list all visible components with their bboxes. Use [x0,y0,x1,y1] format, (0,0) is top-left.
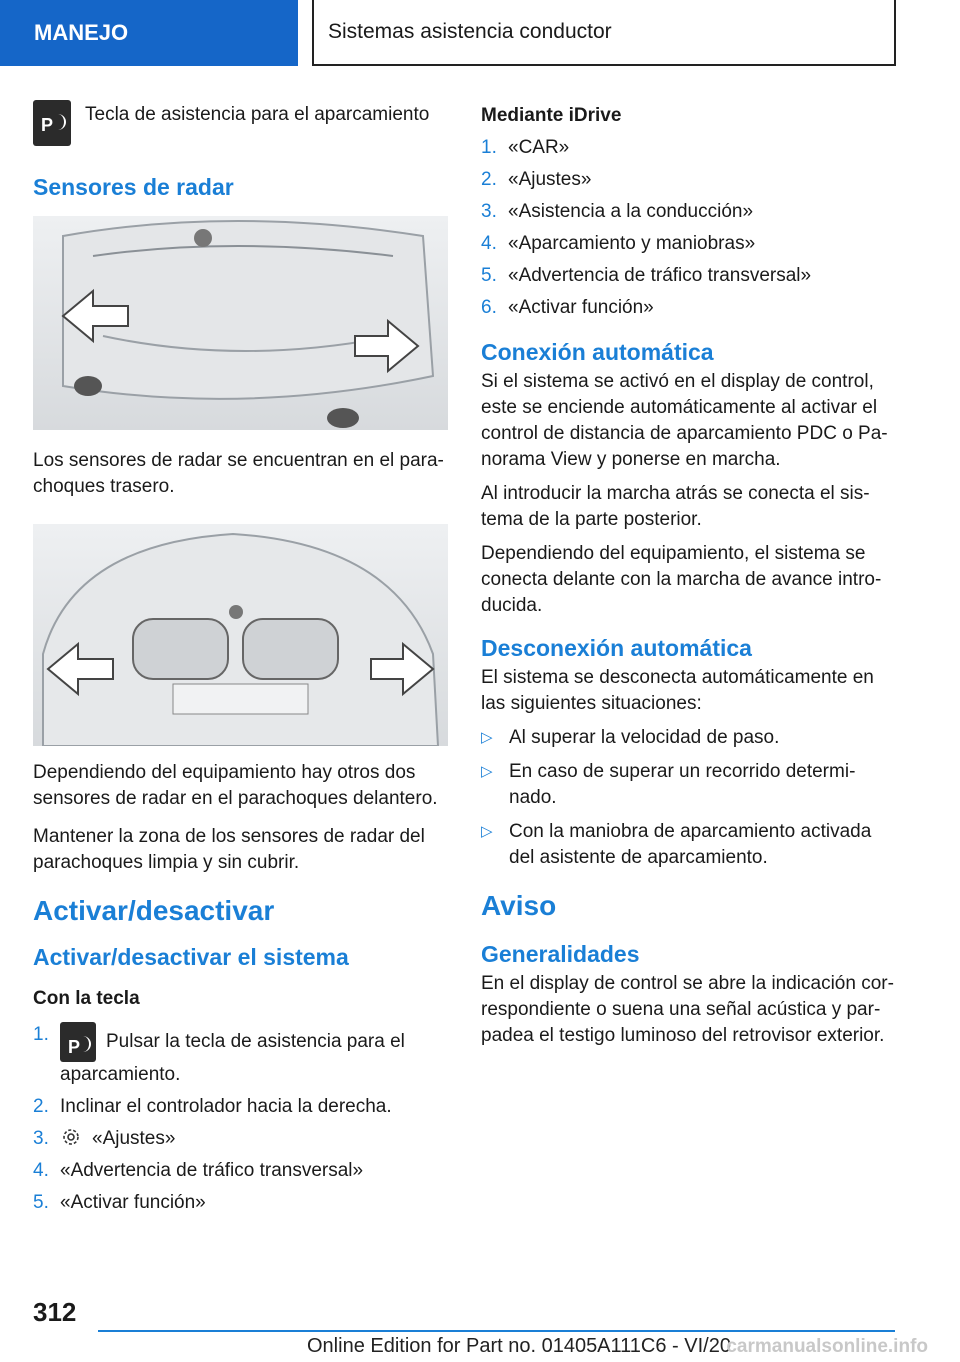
general-heading: Generalidades [481,941,640,967]
page-number: 312 [33,1297,77,1327]
auto-on-paragraph-3: Dependiendo del equipamiento, el sistema se conecta delante con la marcha de avance introducida. [481,543,882,616]
list-item [481,295,896,321]
step-text: «Activar función» [60,1192,206,1213]
keep-clean-text: Mantener la zona de los sensores de radar del parachoques limpia y sin cubrir. [33,826,425,873]
bullet-text: En caso de superar un recorrido determinado. [509,761,856,808]
auto-on-paragraph-2: Al introducir la marcha atrás se conecta el sistema de la parte posterior. [481,483,870,530]
parking-assist-key-icon: P [60,1022,96,1062]
list-item [481,725,896,751]
left-column [33,100,448,1216]
step-text: «Advertencia de tráfico transversal» [508,265,812,286]
radar-heading: Sensores de radar [33,174,234,200]
step-text [60,1022,448,1088]
step-label: «Ajustes» [92,1128,176,1149]
step-number: 2. [481,169,497,190]
step-number: 4. [481,233,497,254]
watermark: carmanualsonline.info [726,1336,928,1357]
rear-sensors-text: Los sensores de radar se encuentran en el parachoques trasero. [33,450,444,497]
idrive-steps-list [481,135,896,321]
list-item [481,759,896,811]
parking-assist-key-icon: P [33,100,71,146]
auto-off-paragraph: El sistema se desconecta automáticamente en las siguientes situaciones: [481,667,874,714]
front-bumper-image [33,524,448,746]
step-number: 6. [481,297,497,318]
key-caption: Tecla de asistencia para el aparcamiento [85,104,430,125]
step-text: «Activar función» [508,297,654,318]
bullet-text: Al superar la velocidad de paso. [509,727,780,748]
list-item [33,1190,448,1216]
auto-on-paragraph-1: Si el sistema se activó en el display de control, este se enciende automáticamente al activar el control de distancia de aparcamiento PDC o Panorama View y ponerse en marcha. [481,371,888,470]
step-number: 5. [33,1192,49,1213]
key-steps-list [33,1022,448,1216]
key-caption-row [33,100,448,146]
general-paragraph: En el display de control se abre la indicación correspondiente o suena una señal acústica y parpadea el testigo luminoso del retrovisor exterior. [481,973,894,1046]
section-tab: MANEJO [0,0,298,66]
step-text: «Aparcamiento y maniobras» [508,233,756,254]
step-text: «Ajustes» [508,169,592,190]
list-item [33,1126,448,1152]
edition-note: Online Edition for Part no. 01405A111C6 - VI/20 [307,1335,731,1357]
list-item [481,263,896,289]
right-column [481,100,896,1049]
list-item [33,1094,448,1120]
step-number: 1. [481,137,497,158]
step-text: Inclinar el controlador hacia la derecha. [60,1096,392,1117]
idrive-heading: Mediante iDrive [481,105,622,126]
step-text: «Asistencia a la conducción» [508,201,754,222]
gear-icon [60,1126,82,1148]
auto-off-list [481,725,896,871]
step-number: 5. [481,265,497,286]
step-label: Pulsar la tecla de asistencia para el aparcamiento. [60,1031,405,1085]
bullet-triangle-icon: ▷ [481,763,493,780]
with-key-heading: Con la tecla [33,988,140,1009]
auto-off-heading: Desconexión automática [481,635,752,661]
bullet-text: Con la maniobra de aparcamiento activada del asistente de aparcamiento. [509,821,872,868]
step-number: 2. [33,1096,49,1117]
list-item [481,167,896,193]
activate-heading: Activar/desactivar [33,895,275,926]
list-item [481,199,896,225]
chapter-title: Sistemas asistencia conductor [312,0,896,66]
step-text: «CAR» [508,137,570,158]
step-number: 1. [33,1024,49,1045]
list-item [33,1022,448,1088]
rear-bumper-image [33,216,448,430]
list-item [33,1158,448,1184]
list-item [481,819,896,871]
step-text [60,1126,175,1152]
activate-system-heading: Activar/desactivar el sistema [33,944,349,970]
auto-on-heading: Conexión automática [481,339,714,365]
step-number: 3. [481,201,497,222]
step-number: 4. [33,1160,49,1181]
list-item [481,231,896,257]
list-item [481,135,896,161]
footer-divider [98,1330,895,1332]
step-number: 3. [33,1128,49,1149]
notice-heading: Aviso [481,890,557,921]
front-sensors-text: Dependiendo del equipamiento hay otros dos sensores de radar en el parachoques delantero. [33,762,438,809]
bullet-triangle-icon: ▷ [481,729,493,746]
step-text: «Advertencia de tráfico transversal» [60,1160,364,1181]
bullet-triangle-icon: ▷ [481,823,493,840]
